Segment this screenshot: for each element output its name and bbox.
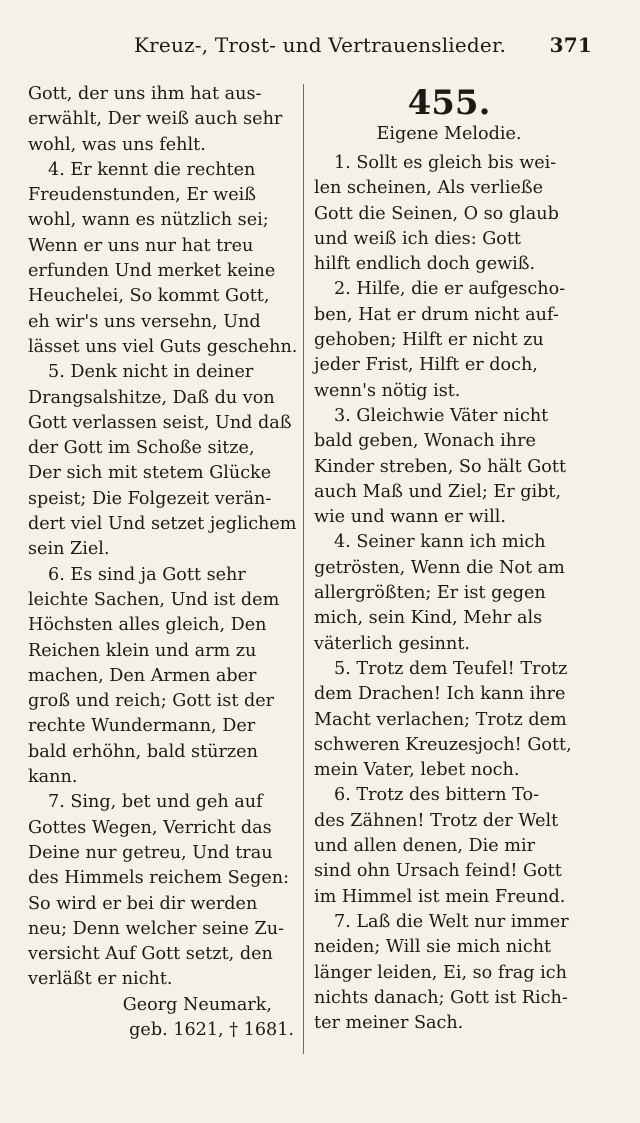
text-line: länger leiden, Ei, so frag ich xyxy=(314,962,567,983)
text-line: groß und reich; Gott ist der xyxy=(28,691,275,712)
text-line: versicht Auf Gott setzt, den xyxy=(28,944,273,965)
text-line: auch Maß und Ziel; Er gibt, xyxy=(314,481,562,502)
right-column xyxy=(314,82,584,1036)
running-title: Kreuz-, Trost- und Vertrauenslieder. xyxy=(134,33,507,57)
text-line: len scheinen, Als verließe xyxy=(314,178,544,199)
text-line: Gott, der uns ihm hat aus- xyxy=(28,84,262,104)
page-number: 371 xyxy=(549,33,592,57)
text-line: 4. Seiner kann ich mich xyxy=(334,532,546,553)
text-line: neiden; Will sie mich nicht xyxy=(314,937,552,958)
text-line: So wird er bei dir werden xyxy=(28,893,258,914)
text-line: Kinder streben, So hält Gott xyxy=(314,456,567,477)
text-line: lässet uns viel Guts geschehn. xyxy=(28,336,298,357)
text-line: der Gott im Schoße sitze, xyxy=(28,438,255,459)
text-line: Reichen klein und arm zu xyxy=(28,640,257,661)
text-line: des Zähnen! Trotz der Welt xyxy=(314,810,559,831)
text-line: Macht verlachen; Trotz dem xyxy=(314,709,567,730)
text-line: neu; Denn welcher seine Zu- xyxy=(28,918,284,939)
text-line: Gottes Wegen, Verricht das xyxy=(28,817,272,838)
text-line: 2. Hilfe, die er aufgescho- xyxy=(334,279,566,300)
text-line: ter meiner Sach. xyxy=(314,1013,464,1034)
text-line: jeder Frist, Hilft er doch, xyxy=(314,355,538,376)
text-line: Freudenstunden, Er weiß xyxy=(28,185,257,206)
text-line: bald erhöhn, bald stürzen xyxy=(28,741,258,762)
text-line: Der sich mit stetem Glücke xyxy=(28,463,272,484)
text-line: 4. Er kennt die rechten xyxy=(48,159,256,180)
text-line: Drangsalshitze, Daß du von xyxy=(28,387,275,408)
text-line: leichte Sachen, Und ist dem xyxy=(28,589,280,610)
right-column-text xyxy=(314,151,584,1036)
text-line: rechte Wundermann, Der xyxy=(28,716,256,737)
column-divider xyxy=(303,84,304,1054)
text-line: erfunden Und merket keine xyxy=(28,261,276,282)
text-line: dem Drachen! Ich kann ihre xyxy=(314,684,566,705)
text-line: dert viel Und setzet jeglichem xyxy=(28,514,297,535)
text-line: speist; Die Folgezeit verän- xyxy=(28,488,272,509)
text-line: väterlich gesinnt. xyxy=(314,633,471,654)
text-line: schweren Kreuzesjoch! Gott, xyxy=(314,734,572,755)
text-line: wie und wann er will. xyxy=(314,507,506,528)
text-line: 3. Gleichwie Väter nicht xyxy=(334,405,549,426)
text-line: und weiß ich dies: Gott xyxy=(314,228,522,249)
author-name: Georg Neumark, xyxy=(122,994,272,1015)
text-line: nichts danach; Gott ist Rich- xyxy=(314,987,568,1008)
text-line: mich, sein Kind, Mehr als xyxy=(314,608,543,629)
text-line: Heuchelei, So kommt Gott, xyxy=(28,286,270,307)
text-line: Gott verlassen seist, Und daß xyxy=(28,412,292,433)
text-line: ben, Hat er drum nicht auf- xyxy=(314,304,559,325)
text-line: des Himmels reichem Segen: xyxy=(28,868,290,889)
text-line: 7. Sing, bet und geh auf xyxy=(48,792,263,813)
left-column-text xyxy=(28,82,298,993)
text-line: Höchsten alles gleich, Den xyxy=(28,615,267,636)
text-line: mein Vater, lebet noch. xyxy=(314,760,520,781)
text-line: wohl, wann es nützlich sei; xyxy=(28,210,269,231)
page-header xyxy=(24,28,592,62)
text-line: 7. Laß die Welt nur immer xyxy=(334,911,569,932)
author-dates: geb. 1621, † 1681. xyxy=(129,1019,294,1040)
text-line: verläßt er nicht. xyxy=(28,969,173,990)
text-line: eh wir's uns versehn, Und xyxy=(28,311,261,332)
text-line: 6. Es sind ja Gott sehr xyxy=(48,564,246,585)
text-line: kann. xyxy=(28,767,78,788)
text-line: getrösten, Wenn die Not am xyxy=(314,557,565,578)
text-line: 1. Sollt es gleich bis wei- xyxy=(334,153,557,173)
text-line: machen, Den Armen aber xyxy=(28,665,257,686)
text-line: im Himmel ist mein Freund. xyxy=(314,886,566,907)
text-line: 5. Trotz dem Teufel! Trotz xyxy=(334,658,568,679)
text-line: sein Ziel. xyxy=(28,539,110,560)
left-column xyxy=(28,82,298,1043)
text-line: allergrößten; Er ist gegen xyxy=(314,583,546,604)
text-line: Wenn er uns nur hat treu xyxy=(28,235,254,256)
text-line: Deine nur getreu, Und trau xyxy=(28,842,273,863)
text-line: 6. Trotz des bittern To- xyxy=(334,785,540,806)
text-line: und allen denen, Die mir xyxy=(314,836,535,857)
hymn-number: 455. xyxy=(407,83,491,123)
text-line: bald geben, Wonach ihre xyxy=(314,431,536,452)
text-line: gehoben; Hilft er nicht zu xyxy=(314,330,544,351)
text-line: wenn's nötig ist. xyxy=(314,380,461,401)
melody-heading: Eigene Melodie. xyxy=(376,124,522,144)
text-line: wohl, was uns fehlt. xyxy=(28,134,206,155)
text-line: erwählt, Der weiß auch sehr xyxy=(28,109,283,130)
text-line: sind ohn Ursach feind! Gott xyxy=(314,861,562,882)
text-line: 5. Denk nicht in deiner xyxy=(48,362,254,383)
text-line: Gott die Seinen, O so glaub xyxy=(314,203,559,224)
text-line: hilft endlich doch gewiß. xyxy=(314,254,536,275)
